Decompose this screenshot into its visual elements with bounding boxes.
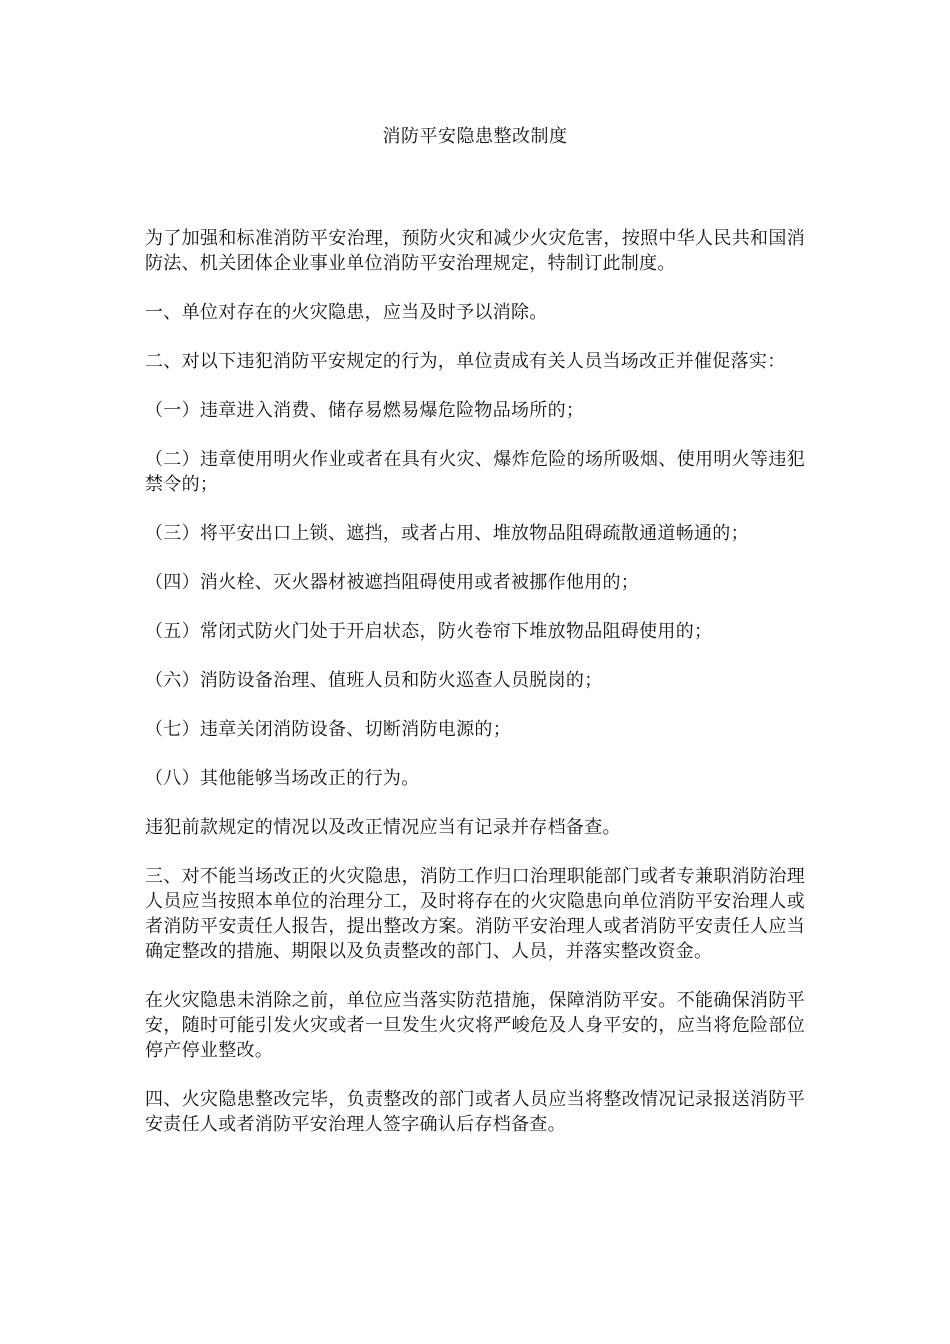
list-item-4: （四）消火栓、灭火器材被遮挡阻碍使用或者被挪作他用的； <box>145 572 640 593</box>
paragraph-precautions: 在火灾隐患未消除之前，单位应当落实防范措施，保障消防平安。不能确保消防平安，随时可能引发火灾或者一旦发生火灾将严峻危及人身平安的，应当将危险部位停产停业整改。 <box>145 990 805 1061</box>
paragraph-section-1: 一、单位对存在的火灾隐患，应当及时予以消除。 <box>145 302 548 323</box>
paragraph-intro: 为了加强和标准消防平安治理，预防火灾和减少火灾危害，按照中华人民共和国消防法、机关团体企业事业单位消防平安治理规定，特制订此制度。 <box>145 228 805 274</box>
list-item-5: （五）常闭式防火门处于开启状态，防火卷帘下堆放物品阻碍使用的； <box>145 621 713 642</box>
list-item-7: （七）违章关闭消防设备、切断消防电源的； <box>145 719 511 740</box>
list-item-8: （八）其他能够当场改正的行为。 <box>145 768 420 789</box>
document-title: 消防平安隐患整改制度 <box>382 126 568 147</box>
list-item-6: （六）消防设备治理、值班人员和防火巡查人员脱岗的； <box>145 670 603 691</box>
document-body <box>145 226 805 1161</box>
list-item-1: （一）违章进入消费、储存易燃易爆危险物品场所的； <box>145 400 585 421</box>
paragraph-section-4: 四、火灾隐患整改完毕，负责整改的部门或者人员应当将整改情况记录报送消防平安责任人或者消防平安治理人签字确认后存档备查。 <box>145 1089 805 1135</box>
paragraph-section-2: 二、对以下违犯消防平安规定的行为，单位责成有关人员当场改正并催促落实： <box>145 351 786 372</box>
paragraph-section-3: 三、对不能当场改正的火灾隐患，消防工作归口治理职能部门或者专兼职消防治理人员应当按照本单位的治理分工，及时将存在的火灾隐患向单位消防平安治理人或者消防平安责任人报告，提出整改方案。消防平安治理人或者消防平安责任人应当确定整改的措施、期限以及负责整改的部门、人员，并落实整改资金。 <box>145 866 805 962</box>
paragraph-record-note: 违犯前款规定的情况以及改正情况应当有记录并存档备查。 <box>145 817 621 838</box>
list-item-3: （三）将平安出口上锁、遮挡，或者占用、堆放物品阻碍疏散通道畅通的； <box>145 523 749 544</box>
list-item-2: （二）违章使用明火作业或者在具有火灾、爆炸危险的场所吸烟、使用明火等违犯禁令的； <box>145 449 805 495</box>
